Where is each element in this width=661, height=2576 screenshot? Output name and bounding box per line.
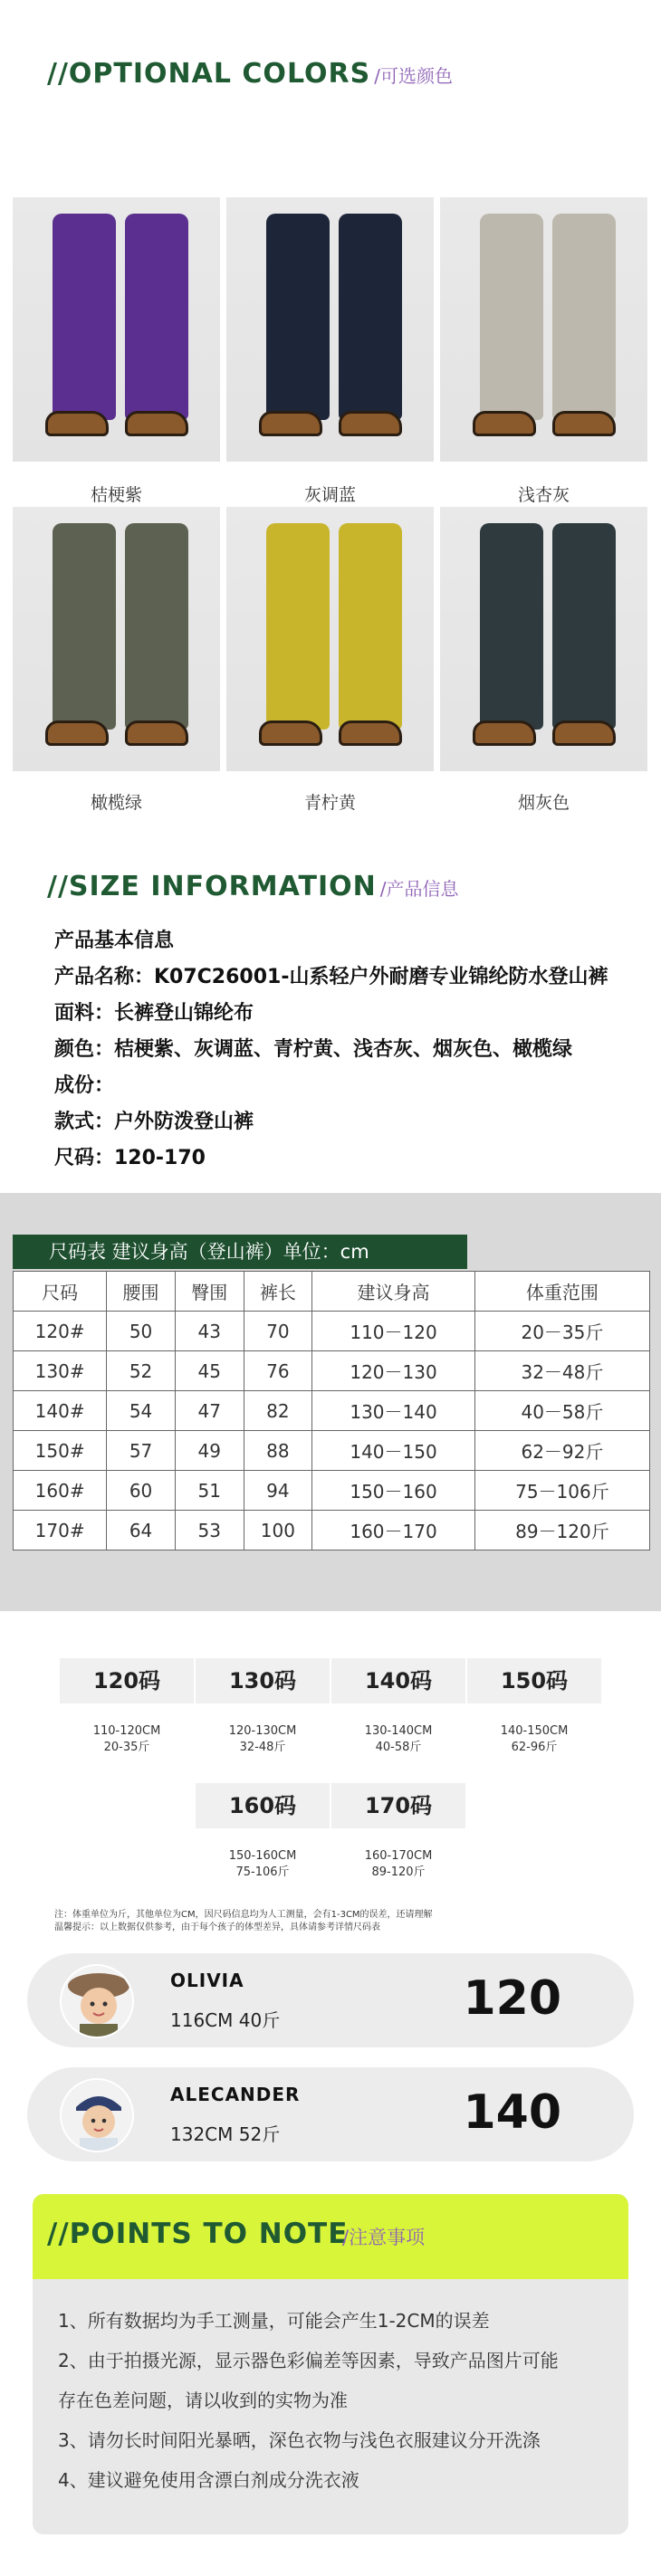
table-cell: 170# bbox=[14, 1511, 107, 1550]
model-size: 120 bbox=[463, 1971, 561, 2026]
table-cell: 110－120 bbox=[312, 1312, 475, 1351]
section-title: //POINTS TO NOTE bbox=[47, 2218, 349, 2250]
color-name: 橄榄绿 bbox=[90, 793, 142, 813]
table-cell: 53 bbox=[175, 1511, 244, 1550]
size-card-weight: 20-35斤 bbox=[103, 1741, 150, 1754]
section-title: //OPTIONAL COLORS bbox=[47, 58, 371, 90]
color-name: 青柠黄 bbox=[303, 793, 356, 813]
size-card bbox=[331, 1658, 465, 1756]
table-cell: 120# bbox=[14, 1312, 107, 1351]
table-cell: 57 bbox=[107, 1431, 176, 1471]
note-units: 注：体重单位为斤，其他单位为CM，因尺码信息均为人工测量，会有1-3CM的误差，还请理解 bbox=[54, 1910, 433, 1920]
note-item: 3、请勿长时间阳光暴晒，深色衣物与浅色衣服建议分开洗涤 bbox=[58, 2429, 541, 2451]
table-cell: 160# bbox=[14, 1471, 107, 1511]
table-cell: 88 bbox=[244, 1431, 312, 1471]
size-card-label: 130码 bbox=[196, 1658, 330, 1703]
model-measurements: 116CM 40斤 bbox=[170, 2009, 281, 2031]
info-heading: 产品基本信息 bbox=[54, 930, 175, 952]
note-reference: 温馨提示：以上数据仅供参考，由于每个孩子的体型差异，具体请参考详情尺码表 bbox=[54, 1922, 380, 1932]
table-cell: 60 bbox=[107, 1471, 176, 1511]
model-measurements: 132CM 52斤 bbox=[170, 2123, 281, 2145]
table-row bbox=[14, 1351, 650, 1391]
size-card bbox=[196, 1783, 330, 1881]
model-size: 140 bbox=[463, 2085, 561, 2140]
size-card-label: 140码 bbox=[331, 1658, 465, 1703]
points-to-note-header bbox=[33, 2194, 628, 2279]
model-row bbox=[27, 1953, 634, 2047]
info-colors: 颜色：桔梗紫、灰调蓝、青柠黄、浅杏灰、烟灰色、橄榄绿 bbox=[54, 1038, 573, 1061]
table-cell: 120－130 bbox=[312, 1351, 475, 1391]
table-cell: 64 bbox=[107, 1511, 176, 1550]
table-cell: 32－48斤 bbox=[474, 1351, 649, 1391]
section-subtitle: /可选颜色 bbox=[374, 65, 453, 87]
size-card-weight: 40-58斤 bbox=[375, 1741, 422, 1754]
table-cell: 20－35斤 bbox=[474, 1312, 649, 1351]
size-table-title: 尺码表 建议身高（登山裤）单位：cm bbox=[13, 1235, 467, 1269]
table-cell: 54 bbox=[107, 1391, 176, 1431]
color-photo bbox=[226, 507, 434, 771]
size-information-header bbox=[47, 871, 458, 902]
table-cell: 43 bbox=[175, 1312, 244, 1351]
points-to-note-panel bbox=[33, 2194, 628, 2534]
model-name: OLIVIA bbox=[170, 1970, 244, 1991]
section-title: //SIZE INFORMATION bbox=[47, 871, 377, 902]
table-cell: 52 bbox=[107, 1351, 176, 1391]
size-card bbox=[467, 1658, 601, 1756]
table-cell: 75－106斤 bbox=[474, 1471, 649, 1511]
table-cell: 140# bbox=[14, 1391, 107, 1431]
color-photo bbox=[440, 197, 647, 462]
color-photo bbox=[226, 197, 434, 462]
note-item: 2、由于拍摄光源，显示器色彩偏差等因素，导致产品图片可能 bbox=[58, 2350, 559, 2371]
table-header-cell: 建议身高 bbox=[312, 1272, 475, 1312]
table-cell: 40－58斤 bbox=[474, 1391, 649, 1431]
color-name: 桔梗紫 bbox=[90, 485, 142, 505]
size-card-label: 170码 bbox=[331, 1783, 465, 1828]
size-card bbox=[60, 1658, 194, 1756]
table-cell: 160－170 bbox=[312, 1511, 475, 1550]
table-cell: 76 bbox=[244, 1351, 312, 1391]
size-table-panel bbox=[0, 1193, 661, 1611]
table-cell: 50 bbox=[107, 1312, 176, 1351]
size-card bbox=[196, 1658, 330, 1756]
table-row bbox=[14, 1471, 650, 1511]
table-cell: 130－140 bbox=[312, 1391, 475, 1431]
color-photo bbox=[13, 197, 220, 462]
note-item: 存在色差问题，请以收到的实物为准 bbox=[58, 2390, 348, 2411]
note-item: 1、所有数据均为手工测量，可能会产生1-2CM的误差 bbox=[58, 2310, 490, 2332]
section-subtitle: /注意事项 bbox=[342, 2227, 426, 2248]
info-composition: 成份： bbox=[54, 1074, 115, 1097]
size-card-weight: 89-120斤 bbox=[371, 1865, 426, 1879]
table-cell: 62－92斤 bbox=[474, 1431, 649, 1471]
info-size-range: 尺码：120-170 bbox=[54, 1147, 206, 1169]
size-card-weight: 32-48斤 bbox=[239, 1741, 286, 1754]
avatar bbox=[60, 2078, 134, 2152]
table-cell: 150# bbox=[14, 1431, 107, 1471]
size-card-label: 160码 bbox=[196, 1783, 330, 1828]
info-product-name: 产品名称：K07C26001-山系轻户外耐磨专业锦纶防水登山裤 bbox=[54, 966, 608, 988]
table-cell: 70 bbox=[244, 1312, 312, 1351]
table-cell: 100 bbox=[244, 1511, 312, 1550]
size-card-height: 120-130CM bbox=[228, 1724, 297, 1738]
table-cell: 150－160 bbox=[312, 1471, 475, 1511]
color-name: 浅杏灰 bbox=[517, 485, 570, 505]
table-cell: 82 bbox=[244, 1391, 312, 1431]
table-cell: 49 bbox=[175, 1431, 244, 1471]
color-photo bbox=[440, 507, 647, 771]
size-card bbox=[331, 1783, 465, 1881]
table-cell: 94 bbox=[244, 1471, 312, 1511]
table-header-cell: 臀围 bbox=[175, 1272, 244, 1312]
color-name: 灰调蓝 bbox=[303, 485, 356, 505]
info-fabric: 面料：长裤登山锦纶布 bbox=[54, 1002, 254, 1025]
table-header-row bbox=[14, 1272, 650, 1312]
color-photo bbox=[13, 507, 220, 771]
table-header-cell: 尺码 bbox=[14, 1272, 107, 1312]
size-card-height: 110-120CM bbox=[92, 1724, 161, 1738]
section-subtitle: /产品信息 bbox=[379, 878, 459, 900]
size-card-height: 150-160CM bbox=[228, 1849, 297, 1863]
table-cell: 47 bbox=[175, 1391, 244, 1431]
table-cell: 130# bbox=[14, 1351, 107, 1391]
table-cell: 51 bbox=[175, 1471, 244, 1511]
optional-colors-header bbox=[47, 58, 453, 90]
table-cell: 45 bbox=[175, 1351, 244, 1391]
table-header-cell: 腰围 bbox=[107, 1272, 176, 1312]
avatar bbox=[60, 1964, 134, 2038]
size-card-height: 160-170CM bbox=[364, 1849, 433, 1863]
table-header-cell: 体重范围 bbox=[474, 1272, 649, 1312]
table-row bbox=[14, 1511, 650, 1550]
size-card-label: 150码 bbox=[467, 1658, 601, 1703]
model-name: ALECANDER bbox=[170, 2084, 301, 2105]
table-header-cell: 裤长 bbox=[244, 1272, 312, 1312]
size-card-height: 130-140CM bbox=[364, 1724, 433, 1738]
size-table bbox=[13, 1271, 650, 1550]
size-card-weight: 75-106斤 bbox=[235, 1865, 290, 1879]
note-item: 4、建议避免使用含漂白剂成分洗衣液 bbox=[58, 2469, 359, 2491]
model-row bbox=[27, 2067, 634, 2161]
size-card-height: 140-150CM bbox=[500, 1724, 569, 1738]
table-cell: 89－120斤 bbox=[474, 1511, 649, 1550]
size-card-weight: 62-96斤 bbox=[511, 1741, 558, 1754]
info-style: 款式：户外防泼登山裤 bbox=[54, 1111, 254, 1133]
color-name: 烟灰色 bbox=[517, 793, 570, 813]
size-card-label: 120码 bbox=[60, 1658, 194, 1703]
table-row bbox=[14, 1431, 650, 1471]
table-row bbox=[14, 1312, 650, 1351]
table-cell: 140－150 bbox=[312, 1431, 475, 1471]
table-row bbox=[14, 1391, 650, 1431]
